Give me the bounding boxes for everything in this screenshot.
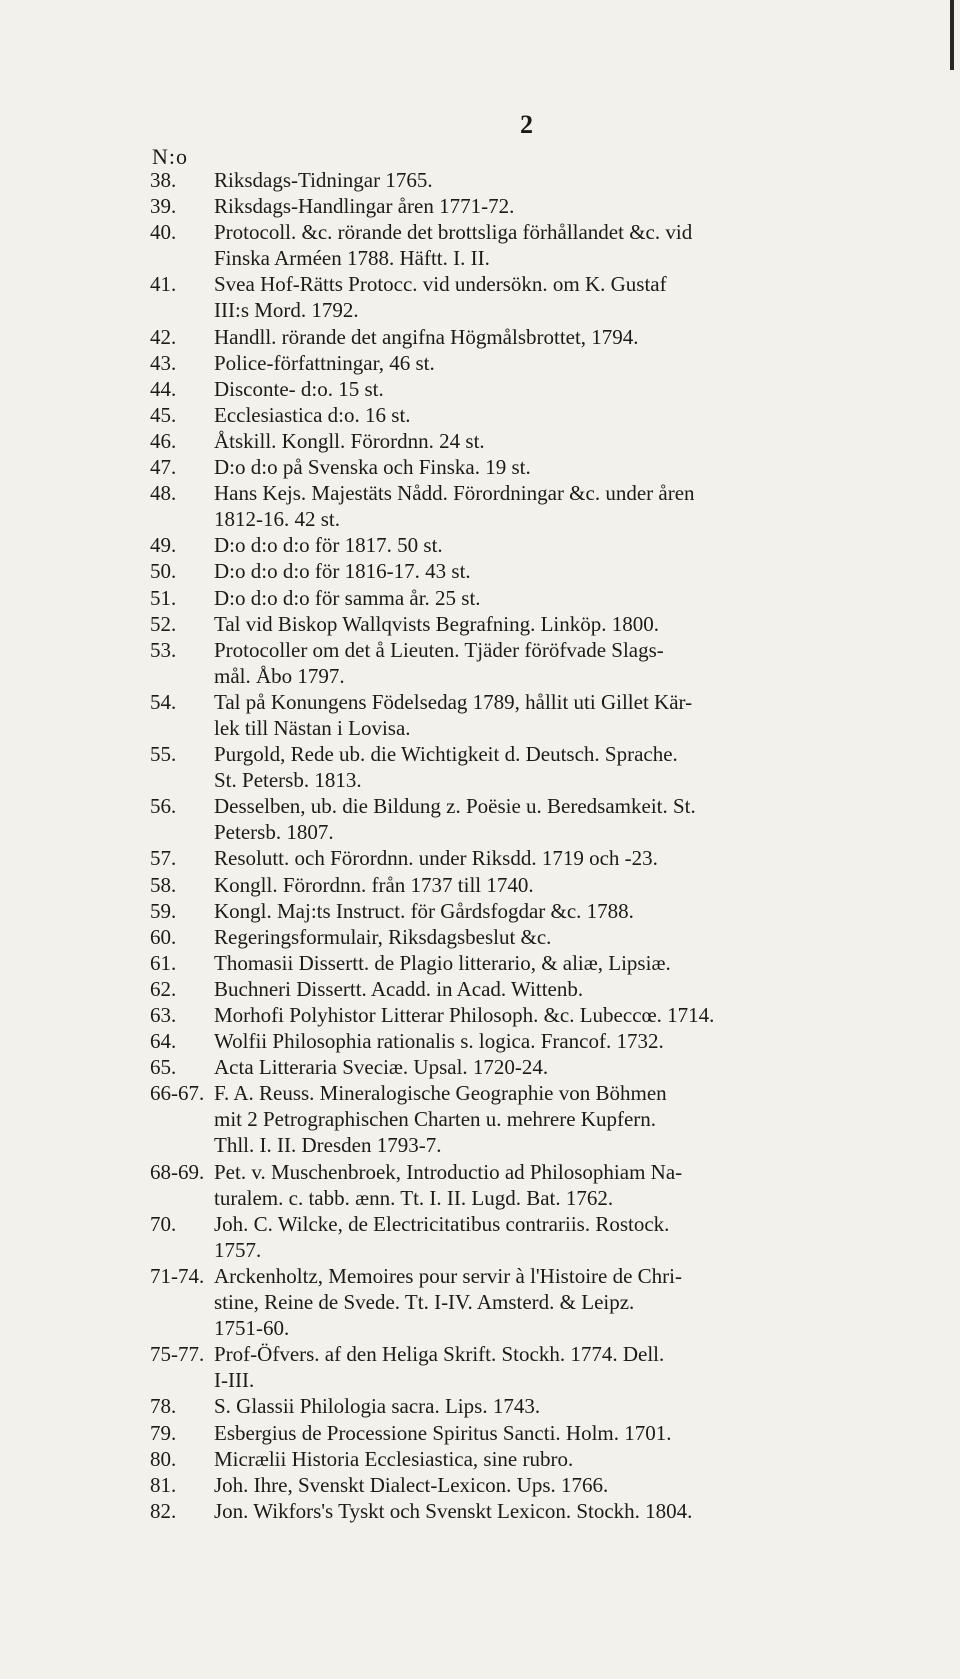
- entry-number: 56.: [150, 794, 177, 819]
- entry-text: D:o d:o d:o för 1817. 50 st.: [214, 533, 443, 558]
- page-edge-mark: [950, 0, 954, 70]
- catalog-entry: [150, 428, 920, 454]
- entry-text: Arckenholtz, Memoires pour servir à l'Histoire de Chri-: [214, 1263, 682, 1288]
- entry-number: 60.: [150, 924, 177, 949]
- entry-text: Kongl. Maj:ts Instruct. för Gårdsfogdar &c. 1788.: [214, 898, 634, 923]
- catalog-entry: [150, 872, 920, 898]
- entry-text: Tal på Konungens Födelsedag 1789, hållit uti Gillet Kär-: [214, 689, 693, 714]
- entry-number: 70.: [150, 1211, 177, 1236]
- entry-number: 68-69.: [150, 1159, 205, 1184]
- entry-text-continuation: 1812-16. 42 st.: [214, 507, 340, 532]
- entry-text: Joh. C. Wilcke, de Electricitatibus contrariis. Rostock.: [214, 1211, 670, 1236]
- entry-text: Morhofi Polyhistor Litterar Philosoph. &c. Lubeccœ. 1714.: [214, 1003, 715, 1027]
- entry-text-continuation: Finska Arméen 1788. Häftt. I. II.: [214, 246, 490, 271]
- catalog-entry: [150, 898, 920, 924]
- catalog-entry: [150, 558, 920, 584]
- catalog-entry: [150, 532, 920, 558]
- entry-number: 79.: [150, 1420, 177, 1445]
- entry-text: Police-författningar, 46 st.: [214, 350, 435, 375]
- entry-number: 55.: [150, 742, 177, 767]
- entry-text-continuation: St. Petersb. 1813.: [214, 768, 362, 793]
- entry-text-continuation: Thll. I. II. Dresden 1793-7.: [214, 1133, 442, 1158]
- entry-number: 71-74.: [150, 1263, 205, 1288]
- entry-text-continuation: 1757.: [214, 1237, 262, 1262]
- catalog-entry: [150, 1080, 920, 1158]
- entry-number: 49.: [150, 533, 177, 558]
- number-column-header: N:o: [152, 144, 188, 169]
- entry-text-continuation: Petersb. 1807.: [214, 820, 334, 845]
- page-number: 2: [520, 110, 533, 139]
- catalog-entry: [150, 1393, 920, 1419]
- catalog-entry: [150, 793, 920, 845]
- catalog-entry: [150, 1263, 920, 1341]
- entry-number: 50.: [150, 559, 177, 584]
- entry-number: 45.: [150, 402, 177, 427]
- catalog-entry: [150, 193, 920, 219]
- entry-text: D:o d:o d:o för samma år. 25 st.: [214, 585, 481, 610]
- entry-text: D:o d:o på Svenska och Finska. 19 st.: [214, 455, 531, 480]
- entry-number: 64.: [150, 1029, 177, 1054]
- entry-number: 65.: [150, 1055, 177, 1080]
- entry-text: Åtskill. Kongll. Förordnn. 24 st.: [214, 428, 485, 453]
- catalog-entry: [150, 219, 920, 271]
- catalog-entry: [150, 271, 920, 323]
- entry-number: 40.: [150, 220, 177, 245]
- catalog-entry: [150, 350, 920, 376]
- entry-number: 81.: [150, 1472, 177, 1497]
- entry-text-continuation: I-III.: [214, 1368, 255, 1393]
- catalog-entry-list: [150, 167, 920, 1524]
- entry-text: Disconte- d:o. 15 st.: [214, 376, 384, 401]
- entry-number: 61.: [150, 950, 177, 975]
- entry-number: 46.: [150, 428, 177, 453]
- entry-text-continuation: mål. Åbo 1797.: [214, 663, 345, 688]
- entry-text: Svea Hof-Rätts Protocc. vid undersökn. om K. Gustaf: [214, 272, 667, 297]
- entry-text: Acta Litteraria Sveciæ. Upsal. 1720-24.: [214, 1055, 549, 1080]
- entry-text: S. Glassii Philologia sacra. Lips. 1743.: [214, 1394, 541, 1419]
- entry-text: Buchneri Dissertt. Acadd. in Acad. Wittenb.: [214, 976, 584, 1001]
- entry-text: Purgold, Rede ub. die Wichtigkeit d. Deutsch. Sprache.: [214, 742, 678, 767]
- entry-number: 66-67.: [150, 1081, 205, 1106]
- entry-text: D:o d:o d:o för 1816-17. 43 st.: [214, 559, 471, 584]
- entry-text: Thomasii Dissertt. de Plagio litterario, & aliæ, Lipsiæ.: [214, 950, 671, 975]
- catalog-entry: [150, 324, 920, 350]
- entry-text: Joh. Ihre, Svenskt Dialect-Lexicon. Ups. 1766.: [214, 1472, 609, 1497]
- entry-number: 47.: [150, 455, 177, 480]
- entry-number: 44.: [150, 376, 177, 401]
- catalog-entry: [150, 376, 920, 402]
- catalog-entry: [150, 1498, 920, 1524]
- catalog-entry: [150, 1159, 920, 1211]
- entry-number: 48.: [150, 481, 177, 506]
- catalog-entry: [150, 1002, 920, 1028]
- entry-text: Wolfii Philosophia rationalis s. logica. Francof. 1732.: [214, 1029, 664, 1054]
- entry-number: 78.: [150, 1394, 177, 1419]
- entry-text: Protocoll. &c. rörande det brottsliga förhållandet &c. vid: [214, 220, 693, 245]
- catalog-entry: [150, 402, 920, 428]
- entry-text-continuation: III:s Mord. 1792.: [214, 298, 359, 323]
- entry-text: Handll. rörande det angifna Högmålsbrottet, 1794.: [214, 324, 639, 349]
- catalog-entry: [150, 1472, 920, 1498]
- entry-text: Tal vid Biskop Wallqvists Begrafning. Linköp. 1800.: [214, 611, 660, 636]
- entry-text: Micrælii Historia Ecclesiastica, sine rubro.: [214, 1446, 574, 1471]
- entry-text: Esbergius de Processione Spiritus Sancti. Holm. 1701.: [214, 1420, 672, 1445]
- catalog-entry: [150, 845, 920, 871]
- entry-number: 58.: [150, 872, 177, 897]
- catalog-entry: [150, 976, 920, 1002]
- entry-number: 63.: [150, 1003, 177, 1027]
- entry-text: Protocoller om det å Lieuten. Tjäder föröfvade Slags-: [214, 637, 664, 662]
- entry-number: 41.: [150, 272, 177, 297]
- entry-number: 59.: [150, 898, 177, 923]
- catalog-entry: [150, 924, 920, 950]
- entry-text: Prof-Öfvers. af den Heliga Skrift. Stockh. 1774. Dell.: [214, 1342, 665, 1367]
- entry-text: Ecclesiastica d:o. 16 st.: [214, 402, 411, 427]
- entry-text: F. A. Reuss. Mineralogische Geographie von Böhmen: [214, 1081, 667, 1106]
- catalog-entry: [150, 454, 920, 480]
- entry-text-continuation: 1751-60.: [214, 1316, 290, 1341]
- entry-text: Kongll. Förordnn. från 1737 till 1740.: [214, 872, 534, 897]
- entry-text: Riksdags-Handlingar åren 1771-72.: [214, 194, 515, 219]
- entry-text-continuation: turalem. c. tabb. ænn. Tt. I. II. Lugd. Bat. 1762.: [214, 1185, 614, 1210]
- entry-text-continuation: lek till Nästan i Lovisa.: [214, 715, 411, 740]
- catalog-entry: [150, 1211, 920, 1263]
- entry-number: 54.: [150, 689, 177, 714]
- entry-number: 53.: [150, 637, 177, 662]
- entry-number: 51.: [150, 585, 177, 610]
- catalog-entry: [150, 611, 920, 637]
- catalog-entry: [150, 1054, 920, 1080]
- entry-text: Pet. v. Muschenbroek, Introductio ad Philosophiam Na-: [214, 1159, 683, 1184]
- catalog-entry: [150, 689, 920, 741]
- catalog-entry: [150, 950, 920, 976]
- catalog-entry: [150, 637, 920, 689]
- entry-number: 43.: [150, 350, 177, 375]
- entry-number: 57.: [150, 846, 177, 871]
- entry-text: Jon. Wikfors's Tyskt och Svenskt Lexicon. Stockh. 1804.: [214, 1498, 693, 1523]
- entry-number: 52.: [150, 611, 177, 636]
- entry-number: 38.: [150, 168, 177, 192]
- entry-text: Hans Kejs. Majestäts Nådd. Förordningar &c. under åren: [214, 481, 695, 506]
- catalog-entry: [150, 741, 920, 793]
- entry-text: Resolutt. och Förordnn. under Riksdd. 1719 och -23.: [214, 846, 658, 871]
- entry-number: 80.: [150, 1446, 177, 1471]
- entry-text: Desselben, ub. die Bildung z. Poësie u. Beredsamkeit. St.: [214, 794, 696, 819]
- entry-text-continuation: stine, Reine de Svede. Tt. I-IV. Amsterd. & Leipz.: [214, 1290, 635, 1315]
- catalog-entry: [150, 1341, 920, 1393]
- entry-number: 39.: [150, 194, 177, 219]
- entry-text: Riksdags-Tidningar 1765.: [214, 168, 433, 192]
- catalog-entry: [150, 1420, 920, 1446]
- entry-number: 75-77.: [150, 1342, 205, 1367]
- entry-number: 42.: [150, 324, 177, 349]
- catalog-entry: [150, 480, 920, 532]
- entry-number: 82.: [150, 1498, 177, 1523]
- catalog-entry: [150, 1446, 920, 1472]
- entry-text-continuation: mit 2 Petrographischen Charten u. mehrere Kupfern.: [214, 1107, 657, 1132]
- catalog-entry: [150, 167, 920, 193]
- catalog-entry: [150, 1028, 920, 1054]
- entry-text: Regeringsformulair, Riksdagsbeslut &c.: [214, 924, 552, 949]
- catalog-entry: [150, 585, 920, 611]
- entry-number: 62.: [150, 976, 177, 1001]
